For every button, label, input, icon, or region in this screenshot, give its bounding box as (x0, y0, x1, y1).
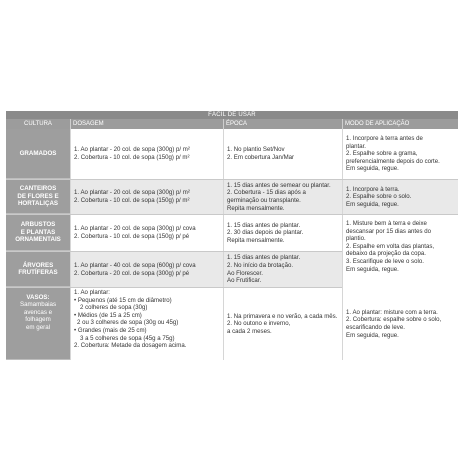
table-row (6, 129, 458, 180)
epoca-line: 1. Na primavera e no verão, a cada mês. (227, 312, 338, 320)
modo-line: Em seguida, regue. (346, 265, 399, 273)
epoca-line: 1. 15 dias antes de semear ou plantar. (227, 181, 331, 189)
cell-epoca (223, 288, 342, 360)
cell-modo (342, 215, 458, 290)
dosagem-line: 2. Cobertura - 20 col. de sopa (300g) p/ pé (74, 269, 190, 277)
epoca-line: 1. 15 dias antes de plantar. (227, 221, 301, 229)
cultura-line: HORTALIÇAS (17, 200, 59, 208)
epoca-line: 2. Em cobertura Jan/Mar (227, 154, 295, 161)
cultura-line: avencas e (23, 308, 53, 316)
modo-line: 3. Escarifique de leve o solo. (346, 257, 424, 265)
epoca-line: 2. No início da brotação. (227, 261, 294, 269)
cell-modo (342, 288, 458, 360)
modo-line: Em seguida, regue. (346, 200, 399, 208)
cultura-line: em geral (25, 323, 51, 331)
column-header-epoca: ÉPOCA (224, 119, 343, 129)
cultura-line: ARBUSTOS (20, 221, 56, 229)
cultura-line: folhagem (25, 316, 51, 324)
modo-line: escarificando de leve. (346, 324, 405, 331)
modo-line: plantio. (346, 235, 366, 243)
table-title: FÁCIL DE USAR (6, 111, 458, 119)
dosagem-line: • Grandes (mais de 25 cm) (74, 326, 147, 334)
cultura-line: VASOS: (26, 294, 50, 301)
modo-line: 1. Incorpore à terra. (346, 185, 400, 193)
epoca-line: 1. No plantio Set/Nov (227, 146, 285, 154)
epoca-line: 2. No outono e inverno, (227, 320, 291, 328)
dosagem-line: • Médios (de 15 a 25 cm) (74, 311, 142, 319)
epoca-line: germinação ou transplante. (227, 197, 301, 204)
cell-cultura (6, 129, 70, 179)
epoca-line: a cada 2 meses. (227, 327, 272, 335)
modo-line: descansar por 15 dias antes do (346, 227, 432, 235)
cultura-line: CANTEIROS (19, 185, 57, 193)
column-header-cultura: CULTURA (6, 119, 71, 129)
epoca-line: 1. 15 dias antes de plantar. (227, 254, 301, 262)
cultura-line: ÁRVORES (22, 261, 54, 269)
modo-line: Em seguida, regue. (346, 331, 399, 339)
cell-dosagem (70, 215, 223, 251)
cultura-line: GRAMADOS (19, 149, 57, 157)
cultura-line: DE FLORES E (17, 192, 59, 200)
cell-epoca (223, 129, 342, 179)
dosagem-line: 2. Cobertura - 10 col. de sopa (150g) p/ m² (74, 154, 190, 161)
modo-line: 2. Cobertura: espalhe sobre o solo, (346, 316, 442, 324)
dosagem-line: 1. Ao plantar - 40 col. de sopa (600g) p/ cova (74, 261, 196, 269)
table-header-row (6, 119, 458, 129)
epoca-line: Repita mensalmente. (227, 236, 285, 244)
dosagem-line: • Pequenos (até 15 cm de diâmetro) (74, 296, 172, 304)
table-row (6, 180, 458, 215)
epoca-line: 2. 30 dias depois de plantar. (227, 229, 304, 237)
dosagem-line: 2. Cobertura - 10 col. de sopa (150g) p/ pé (74, 233, 190, 240)
modo-line: preferencialmente depois do corte. (346, 157, 440, 165)
dosagem-line: 1. Ao plantar: (74, 289, 110, 296)
column-header-modo: MODO DE APLICAÇÃO (345, 121, 410, 127)
modo-line: 1. Misture bem à terra e deixe (346, 220, 427, 227)
cell-epoca (223, 252, 342, 287)
dosagem-line: 3 a 5 colheres de sopa (45g a 75g) (80, 334, 175, 342)
dosagem-line: 1. Ao plantar - 20 col. de sopa (300g) p/ cova (74, 225, 196, 233)
modo-line: 2. Espalhe sobre o solo. (346, 193, 412, 201)
dosagem-line: 1. Ao plantar - 20 col. de sopa (300g) p/ m² (74, 146, 190, 154)
cell-cultura (6, 252, 70, 287)
cultura-line: Samambaias (19, 301, 57, 309)
cultura-line: ORNAMENTAIS (15, 236, 61, 244)
cell-dosagem (70, 180, 223, 214)
cell-epoca (223, 215, 342, 251)
modo-line: 2. Espalhe em volta das plantas, (346, 242, 435, 250)
dosagem-line: 2 ou 3 colheres de sopa (30g ou 45g) (77, 319, 179, 327)
cell-dosagem (70, 129, 223, 179)
modo-line: plantar. (346, 142, 366, 150)
cell-dosagem (70, 288, 223, 360)
cell-modo (342, 180, 458, 214)
modo-line: 1. Incorpore à terra antes de (346, 135, 423, 143)
dosagem-line: 1. Ao plantar - 20 col. de sopa (300g) p/ m² (74, 189, 190, 197)
dosagem-line: 2. Cobertura: Metade da dosagem acima. (74, 342, 187, 350)
modo-line: Em seguida, regue. (346, 165, 399, 173)
modo-line: debaixo da projeção da copa. (346, 250, 426, 258)
cultura-line: E PLANTAS (20, 228, 56, 236)
epoca-line: Repita mensalmente. (227, 204, 285, 212)
epoca-line: Ao Frutificar. (227, 277, 262, 285)
cell-dosagem (70, 252, 223, 287)
cell-epoca (223, 180, 342, 214)
usage-table (6, 111, 458, 360)
dosagem-line: 2 colheres de sopa (30g) (80, 304, 148, 312)
epoca-line: Ao Florescer. (227, 269, 263, 277)
epoca-line: 2. Cobertura - 15 dias após a (227, 189, 306, 197)
cell-cultura (6, 180, 70, 214)
cell-cultura (6, 215, 70, 251)
cell-cultura (6, 288, 70, 360)
cultura-line: FRUTÍFERAS (18, 269, 58, 276)
modo-line: 2. Espalhe sobre a grama, (346, 150, 418, 158)
cell-modo (342, 129, 458, 179)
table-row (6, 288, 458, 360)
modo-line: 1. Ao plantar: misture com a terra. (346, 308, 438, 316)
dosagem-line: 2. Cobertura - 10 col. de sopa (150g) p/ m² (74, 197, 190, 204)
column-header-dosagem: DOSAGEM (71, 119, 224, 129)
